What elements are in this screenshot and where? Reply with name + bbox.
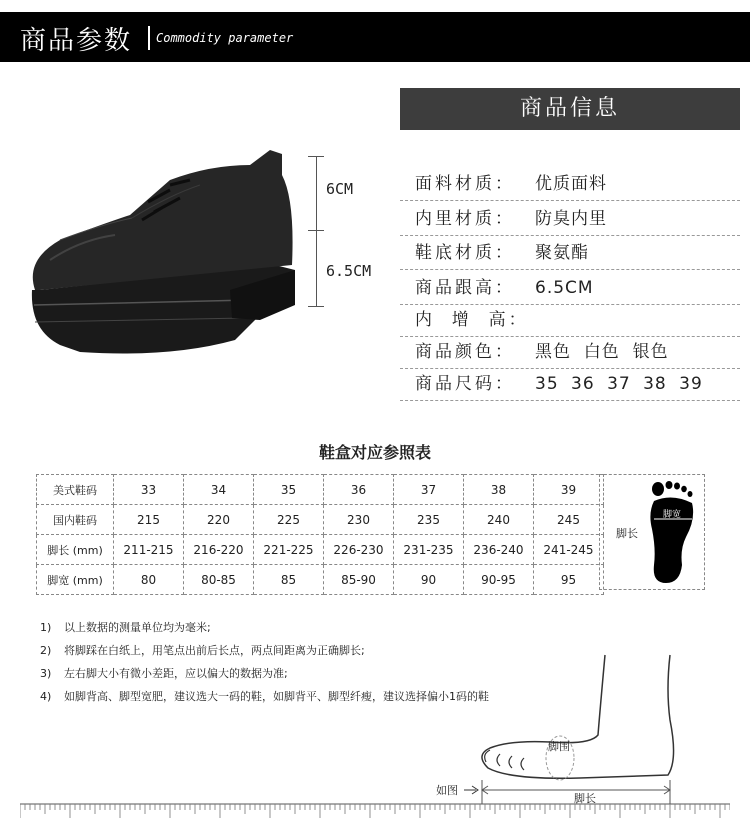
table-cell: 95 <box>534 565 604 595</box>
table-cell: 33 <box>114 475 184 505</box>
table-cell: 35 <box>254 475 324 505</box>
note-number: 2) <box>40 644 52 657</box>
table-cell: 245 <box>534 505 604 535</box>
info-row <box>400 368 740 401</box>
table-cell: 80 <box>114 565 184 595</box>
header-subtitle: Commodity parameter <box>156 31 294 45</box>
info-value: 优质面料 <box>535 174 607 194</box>
note-number: 1) <box>40 621 52 634</box>
info-key: 内 增 高： <box>415 310 529 330</box>
table-cell: 235 <box>394 505 464 535</box>
table-cell: 215 <box>114 505 184 535</box>
info-key: 鞋底材质： <box>415 243 515 263</box>
info-value: 黑色 白色 银色 <box>535 342 669 362</box>
shoe-image <box>20 140 310 370</box>
table-cell: 80-85 <box>184 565 254 595</box>
note-text: 左右脚大小有微小差距，应以偏大的数据为准; <box>64 667 288 680</box>
table-cell: 90-95 <box>464 565 534 595</box>
table-cell: 85-90 <box>324 565 394 595</box>
info-value: 6.5CM <box>535 278 594 298</box>
row-label: 国内鞋码 <box>37 505 114 535</box>
foot-width-label: 脚宽 <box>662 510 682 520</box>
info-key: 商品颜色： <box>415 342 515 362</box>
note-text: 如脚背高、脚型宽肥，建议选大一码的鞋，如脚背平、脚型纤瘦，建议选择偏小1码的鞋 <box>64 690 489 703</box>
header-divider <box>148 26 150 50</box>
header-bar <box>0 12 750 62</box>
foot-measure-diagram <box>420 650 710 810</box>
list-item <box>40 616 489 639</box>
foot-diagram-box <box>599 474 705 590</box>
dim-line-lower <box>316 230 317 306</box>
table-cell: 226-230 <box>324 535 394 565</box>
info-value: 防臭内里 <box>535 209 607 229</box>
info-row <box>400 336 740 369</box>
table-cell: 216-220 <box>184 535 254 565</box>
table-cell: 85 <box>254 565 324 595</box>
note-text: 将脚踩在白纸上，用笔点出前后长点，两点间距离为正确脚长; <box>64 644 365 657</box>
table-cell: 236-240 <box>464 535 534 565</box>
table-cell: 36 <box>324 475 394 505</box>
table-cell: 221-225 <box>254 535 324 565</box>
size-table <box>36 474 604 595</box>
dim-label-upper: 6CM <box>326 180 354 198</box>
table-cell: 231-235 <box>394 535 464 565</box>
table-row <box>37 475 604 505</box>
info-value: 聚氨酯 <box>535 243 589 263</box>
note-text: 以上数据的测量单位均为毫米; <box>64 621 211 634</box>
footprint-icon <box>646 479 698 585</box>
info-key: 商品尺码： <box>415 374 515 394</box>
row-label: 脚宽 (mm) <box>37 565 114 595</box>
info-row <box>400 304 740 337</box>
table-cell: 240 <box>464 505 534 535</box>
dim-line-upper <box>316 156 317 230</box>
info-key: 面料材质： <box>415 174 515 194</box>
info-row <box>400 203 740 236</box>
info-title: 商品信息 <box>400 88 740 130</box>
table-row <box>37 535 604 565</box>
header-title: 商品参数 <box>20 26 133 56</box>
table-row <box>37 565 604 595</box>
info-row <box>400 168 740 201</box>
row-label: 美式鞋码 <box>37 475 114 505</box>
table-cell: 225 <box>254 505 324 535</box>
girth-label: 脚围 <box>548 740 570 753</box>
info-row <box>400 237 740 270</box>
ruler <box>20 802 730 822</box>
table-cell: 39 <box>534 475 604 505</box>
dim-label-lower: 6.5CM <box>326 262 372 280</box>
table-cell: 38 <box>464 475 534 505</box>
table-cell: 220 <box>184 505 254 535</box>
as-shown-label: 如图 <box>436 784 458 797</box>
table-row <box>37 505 604 535</box>
table-cell: 37 <box>394 475 464 505</box>
table-cell: 230 <box>324 505 394 535</box>
dim-tick-bottom <box>308 306 324 307</box>
foot-length-label: 脚长 <box>616 527 638 540</box>
length-label: 脚长 <box>574 792 596 805</box>
info-value: 35 36 37 38 39 <box>535 374 703 394</box>
table-cell: 241-245 <box>534 535 604 565</box>
table-cell: 211-215 <box>114 535 184 565</box>
table-cell: 34 <box>184 475 254 505</box>
note-number: 3) <box>40 667 52 680</box>
table-cell: 90 <box>394 565 464 595</box>
row-label: 脚长 (mm) <box>37 535 114 565</box>
size-table-title: 鞋盒对应参照表 <box>318 443 431 462</box>
note-number: 4) <box>40 690 52 703</box>
info-key: 商品跟高： <box>415 278 515 298</box>
info-row <box>400 272 740 305</box>
info-key: 内里材质： <box>415 209 515 229</box>
